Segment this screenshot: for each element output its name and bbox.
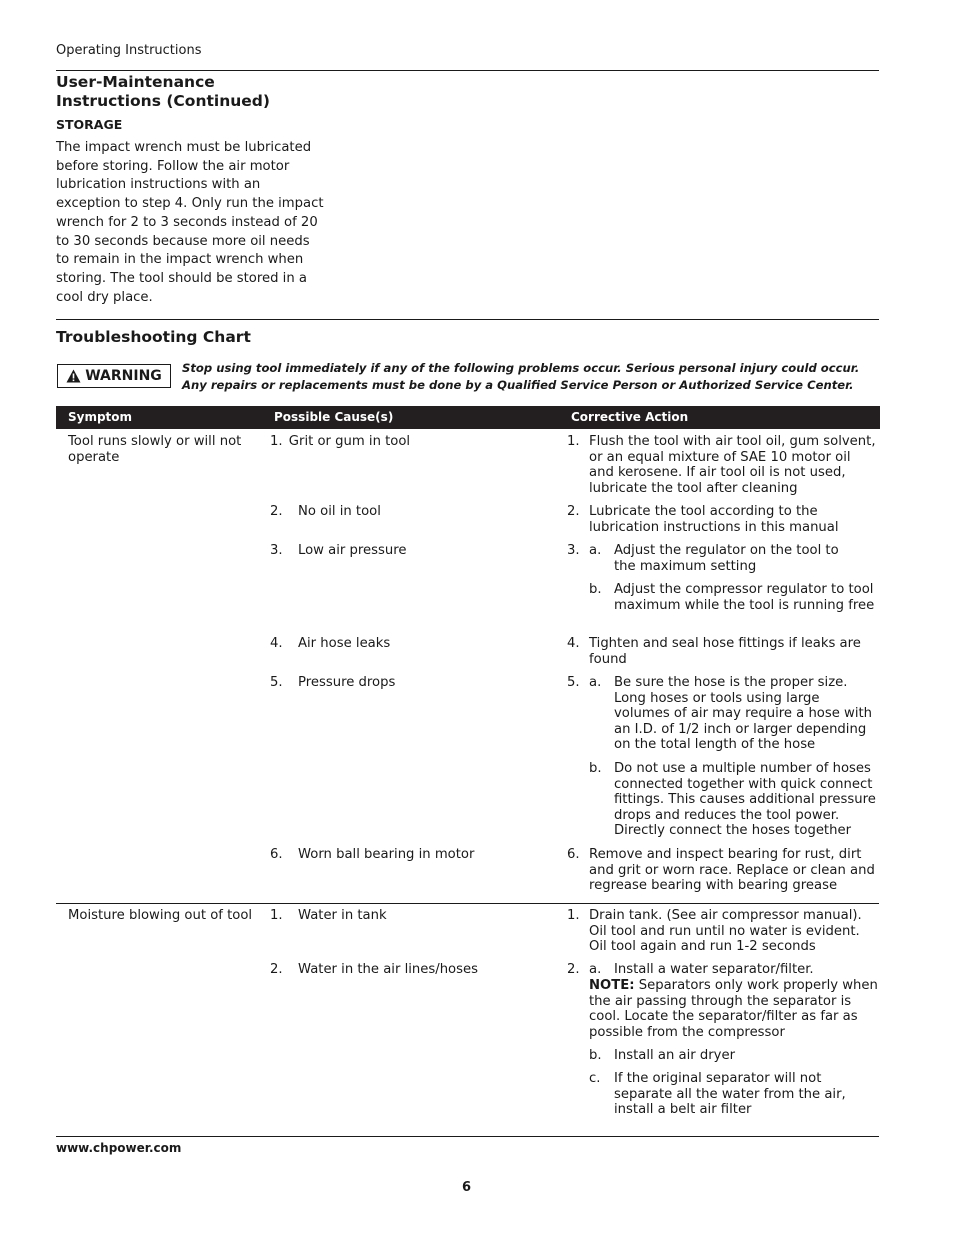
cause-item [270, 434, 410, 450]
action-text: Be sure the hose is the proper size. Long hoses or tools using large volumes of air may require a hose with an I.D. of 1/2 inch or larger depending on the total length of the hose [614, 675, 873, 753]
action-text: Do not use a multiple number of hoses connected together with quick connect fittings. This causes additional pressure drops and reduces the tool power. Directly connect the hoses together [614, 761, 876, 839]
action-text: Remove and inspect bearing for rust, dirt and grit or worn race. Replace or clean and regrease bearing with bearing grease [589, 847, 875, 894]
action-sub-letter: a. [589, 962, 602, 977]
troubleshooting-title: Troubleshooting Chart [56, 328, 251, 346]
cause-number: 2. [270, 962, 283, 977]
action-number: 2. [567, 504, 580, 519]
section-title-line1: User-Maintenance [56, 73, 215, 91]
cause-number: 4. [270, 636, 283, 651]
cause-text: Worn ball bearing in motor [298, 847, 475, 862]
storage-heading: STORAGE [56, 117, 123, 132]
symptom-cell: Moisture blowing out of tool [68, 908, 253, 923]
cause-item [270, 962, 478, 978]
section-divider [56, 319, 879, 320]
cause-item [270, 908, 387, 924]
cause-item [270, 636, 390, 652]
action-number: 6. [567, 847, 580, 862]
cause-item [270, 504, 381, 520]
action-number: 5. [567, 675, 580, 690]
cause-item [270, 543, 406, 559]
cause-text: Pressure drops [298, 675, 396, 690]
action-sub-letter: b. [589, 1048, 602, 1063]
action-text: Drain tank. (See air compressor manual). Oil tool and run until no water is evident. Oil tool again and run 1-2 seconds [589, 908, 862, 955]
cause-item [270, 675, 395, 691]
cause-text: Air hose leaks [298, 636, 391, 651]
action-number: 1. [567, 434, 580, 449]
action-text: Lubricate the tool according to the lubrication instructions in this manual [589, 504, 839, 535]
storage-paragraph: The impact wrench must be lubricated before storing. Follow the air motor lubrication instructions with an exception to step 4. Only run the impact wrench for 2 to 3 seconds instead of 20 to 30 seconds because more oil needs to remain in the impact wrench when storing. The tool should be stored in a cool dry place. [56, 140, 324, 305]
action-sub-letter: a. [589, 543, 602, 558]
action-number: 4. [567, 636, 580, 651]
action-sub-letter: b. [589, 761, 602, 776]
cause-text: Water in tank [298, 908, 387, 923]
cause-number: 5. [270, 675, 283, 690]
section-title-line2: Instructions (Continued) [56, 92, 270, 110]
symptom-cell: Tool runs slowly or will not operate [68, 434, 242, 465]
warning-line-1: Stop using tool immediately if any of the following problems occur. Serious personal injury could occur. [182, 361, 860, 375]
table-row-divider [56, 903, 879, 904]
warning-message [182, 360, 872, 393]
table-header [56, 406, 880, 429]
header-corrective-action: Corrective Action [571, 410, 689, 424]
warning-badge [57, 364, 171, 388]
header-rule [56, 70, 879, 71]
cause-item [270, 847, 474, 863]
warning-line-2: Any repairs or replacements must be done by a Qualified Service Person or Authorized Service Center. [182, 377, 854, 392]
warning-triangle-icon [66, 369, 81, 383]
action-text: Install an air dryer [614, 1048, 736, 1063]
cause-number: 1. [270, 434, 283, 449]
table-bottom-rule [56, 1136, 879, 1137]
action-number: 3. [567, 543, 580, 558]
action-text: Install a water separator/filter. [614, 962, 814, 977]
action-sub-letter: c. [589, 1071, 601, 1086]
note-label: NOTE: [589, 978, 635, 993]
action-text: Adjust the compressor regulator to tool maximum while the tool is running free [614, 582, 875, 613]
action-text: Tighten and seal hose fittings if leaks are found [589, 636, 861, 667]
header-possible-causes: Possible Cause(s) [274, 410, 394, 424]
action-text: Flush the tool with air tool oil, gum solvent, or an equal mixture of SAE 10 motor oil and kerosene. If air tool oil is not used, lubricate the tool after cleaning [589, 434, 876, 496]
footer-url[interactable]: www.chpower.com [56, 1141, 182, 1155]
warning-label: WARNING [85, 368, 162, 384]
action-sub-letter: b. [589, 582, 602, 597]
action-text: If the original separator will not separate all the water from the air, install a belt air filter [614, 1071, 846, 1118]
cause-number: 6. [270, 847, 283, 862]
cause-number: 2. [270, 504, 283, 519]
cause-number: 1. [270, 908, 283, 923]
action-note [589, 978, 878, 1040]
running-head: Operating Instructions [56, 43, 202, 58]
action-number: 2. [567, 962, 580, 977]
cause-text: Water in the air lines/hoses [298, 962, 478, 977]
action-number: 1. [567, 908, 580, 923]
cause-text: No oil in tool [298, 504, 381, 519]
section-title [56, 73, 270, 111]
cause-text: Grit or gum in tool [288, 434, 411, 449]
action-text: Adjust the regulator on the tool to the maximum setting [614, 543, 839, 574]
page-number: 6 [462, 1180, 472, 1195]
cause-number: 3. [270, 543, 283, 558]
cause-text: Low air pressure [298, 543, 407, 558]
note-text: Separators only work properly when the air passing through the separator is cool. Locate the separator/filter as far as possible from the compressor [589, 978, 878, 1040]
action-sub-letter: a. [589, 675, 602, 690]
header-symptom: Symptom [68, 410, 133, 424]
